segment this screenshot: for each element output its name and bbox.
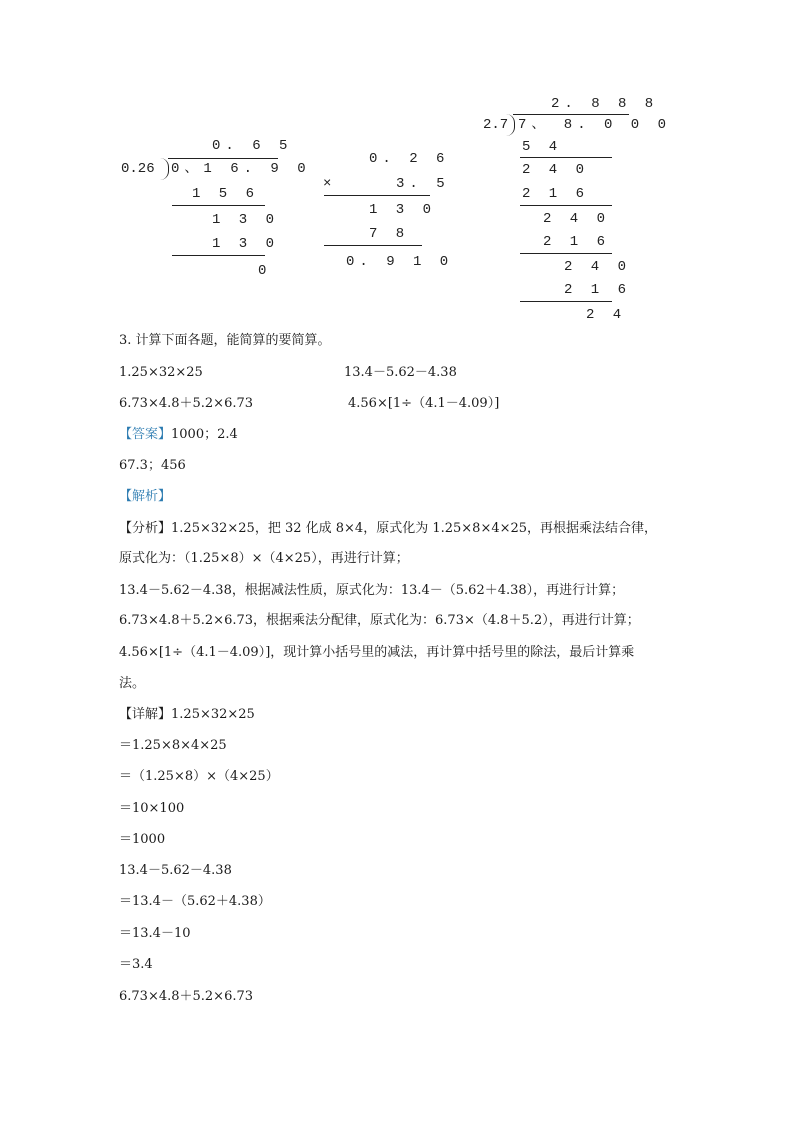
quotient: 0. 6 5 [212, 138, 293, 154]
question-item-4: 4.56×[1÷（4.1－4.09）] [348, 396, 500, 411]
step-3: 1 3 0 [212, 236, 280, 252]
step-rule-1 [520, 157, 612, 158]
xiangjie-line-8: ＝13.4－10 [119, 926, 191, 941]
partial-1: 1 3 0 [369, 202, 437, 218]
fenxi-text-1: 1.25×32×25，把 32 化成 8×4，原式化为 1.25×8×4×25，再根据乘法结合律， [171, 521, 658, 536]
xiangjie-line-10: 6.73×4.8＋5.2×6.73 [119, 989, 254, 1004]
answer-line-1 [119, 426, 238, 444]
division-bracket [506, 114, 515, 136]
division-bar [168, 158, 278, 159]
fenxi-line-1 [119, 520, 657, 538]
product: 0. 9 1 0 [346, 254, 454, 270]
divisor: 0.26 [121, 161, 155, 177]
divisor: 2.7 [483, 117, 509, 133]
xiangjie-line-3: ＝（1.25×8）×（4×25） [119, 769, 279, 784]
question-title: 3. 计算下面各题，能简算的要简算。 [119, 333, 331, 348]
xiangjie-line-4: ＝10×100 [119, 801, 185, 816]
xiangjie-line-2: ＝1.25×8×4×25 [119, 738, 227, 753]
step-2: 2 4 0 [522, 162, 590, 178]
question-item-1: 1.25×32×25 [119, 365, 203, 380]
quotient: 2. 8 8 8 [551, 96, 659, 112]
fenxi-label: 【分析】 [119, 521, 172, 536]
step-1: 5 4 [522, 139, 563, 155]
step-6: 2 4 0 [564, 259, 632, 275]
remainder: 2 4 [586, 307, 627, 323]
partial-2: 7 8 [369, 226, 410, 242]
dividend: 7、 8. 0 0 0 [518, 117, 672, 133]
answer-label: 【答案】 [119, 427, 172, 442]
step-7: 2 1 6 [564, 282, 632, 298]
xiangjie-line-1 [119, 706, 255, 724]
step-rule-3 [520, 253, 612, 254]
xiangjie-line-9: ＝3.4 [119, 957, 153, 972]
xiangjie-label: 【详解】 [119, 707, 172, 722]
step-4: 2 4 0 [543, 211, 611, 227]
question-item-3: 6.73×4.8＋5.2×6.73 [119, 396, 254, 411]
step-1: 1 5 6 [192, 186, 260, 202]
remainder: 0 [258, 263, 272, 279]
fenxi-line-2: 原式化为：（1.25×8）×（4×25），再进行计算； [119, 551, 409, 566]
mult-rule-2 [324, 245, 422, 246]
multiplicand: 0. 2 6 [369, 151, 450, 167]
step-rule-2 [520, 205, 612, 206]
answer-text-1: 1000；2.4 [171, 427, 238, 442]
fenxi-line-6: 法。 [119, 676, 146, 691]
xiangjie-text-1: 1.25×32×25 [171, 707, 255, 722]
mult-rule-1 [324, 195, 430, 196]
step-2: 1 3 0 [212, 212, 280, 228]
fenxi-line-4: 6.73×4.8＋5.2×6.73，根据乘法分配律，原式化为：6.73×（4.8＋5.2），再进行计算； [119, 613, 640, 628]
division-bracket [160, 158, 169, 180]
step-rule-2 [172, 255, 265, 256]
dividend: 0、1 6. 9 0 [171, 161, 311, 177]
multiply-sign: × [323, 176, 332, 192]
xiangjie-line-5: ＝1000 [119, 832, 166, 847]
multiplier: 3. 5 [396, 176, 450, 192]
fenxi-line-3: 13.4－5.62－4.38，根据减法性质，原式化为：13.4－（5.62＋4.38），再进行计算； [119, 583, 625, 598]
step-rule-4 [520, 301, 612, 302]
division-bar [513, 114, 629, 115]
step-3: 2 1 6 [522, 186, 590, 202]
step-rule-1 [172, 205, 265, 206]
fenxi-line-5: 4.56×[1÷（4.1－4.09）]，现计算小括号里的减法，再计算中括号里的除法，最后计算乘 [119, 645, 635, 660]
analysis-label: 【解析】 [119, 489, 172, 504]
xiangjie-line-6: 13.4－5.62－4.38 [119, 863, 232, 878]
xiangjie-line-7: ＝13.4－（5.62＋4.38） [119, 894, 271, 909]
step-5: 2 1 6 [543, 234, 611, 250]
question-item-2: 13.4－5.62－4.38 [344, 365, 457, 380]
answer-line-2: 67.3；456 [119, 458, 186, 473]
